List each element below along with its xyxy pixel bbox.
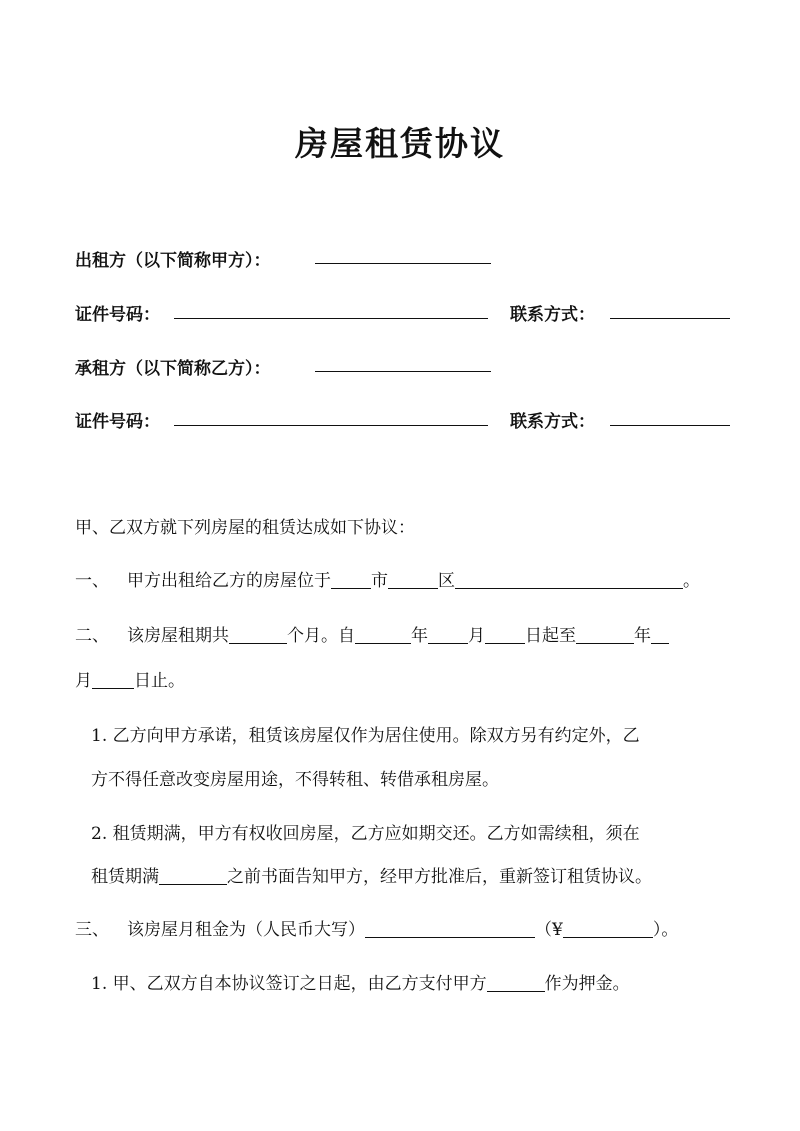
clause-3-number: 三、 <box>75 920 109 940</box>
clause-3-item-1 <box>91 969 630 994</box>
clause-2-text-c: 年 <box>411 626 428 646</box>
rent-amount-blank <box>563 919 653 938</box>
clause-2-item-2-line-2 <box>91 862 652 887</box>
notice-period-blank <box>159 866 227 885</box>
lessee-contact-blank <box>610 425 730 426</box>
clause-3-text-b: （¥ <box>535 920 563 940</box>
clause-3-item-1-text-b: 作为押金。 <box>544 974 630 994</box>
clause-2-text-e: 日起至 <box>525 626 576 646</box>
intro-text: 甲、乙双方就下列房屋的租赁达成如下协议： <box>75 518 415 538</box>
clause-2-text-b: 个月。自 <box>287 626 355 646</box>
clause-2-text-h: 日止。 <box>134 671 185 691</box>
clause-2-item-2-text-a: 租赁期满 <box>91 867 159 887</box>
deposit-blank <box>487 973 545 992</box>
clause-3-text-c: ）。 <box>652 920 679 940</box>
clause-1-text-a: 甲方出租给乙方的房屋位于 <box>127 571 331 591</box>
lessee-id-blank <box>174 425 488 426</box>
start-day-blank <box>485 625 525 644</box>
clause-2-text-d: 月 <box>468 626 485 646</box>
document-title: 房屋租赁协议 <box>295 124 505 163</box>
clause-2-item-2-text-b: 之前书面告知甲方，经甲方批准后，重新签订租赁协议。 <box>227 867 652 887</box>
clause-1-text-d: 。 <box>683 571 700 591</box>
start-month-blank <box>428 625 468 644</box>
lessee-id-label: 证件号码： <box>75 412 160 432</box>
rent-words-blank <box>365 919 535 938</box>
lessee-contact-label: 联系方式： <box>510 412 595 432</box>
clause-2-text-g: 月 <box>75 671 92 691</box>
clause-2-item-2-line-1: 2. 租赁期满，甲方有权收回房屋，乙方应如期交还。乙方如需续租，须在 <box>91 824 640 844</box>
lessee-label: 承租方（以下简称乙方）： <box>75 359 271 379</box>
clause-2-number: 二、 <box>75 626 109 646</box>
clause-3-item-1-text-a: 1. 甲、乙双方自本协议签订之日起，由乙方支付甲方 <box>91 974 487 994</box>
clause-1-text-b: 市 <box>371 571 388 591</box>
clause-2-line-2 <box>75 666 185 691</box>
address-blank <box>455 570 683 589</box>
clause-1 <box>75 566 700 591</box>
term-months-blank <box>229 625 287 644</box>
clause-3 <box>75 915 678 940</box>
clause-3-text-a: 该房屋月租金为（人民币大写） <box>127 920 365 940</box>
lessor-id-label: 证件号码： <box>75 305 160 325</box>
clause-1-text-c: 区 <box>438 571 455 591</box>
lessor-contact-blank <box>610 318 730 319</box>
end-day-blank <box>92 670 134 689</box>
end-month-blank-start <box>651 625 669 644</box>
clause-2-text-a: 该房屋租期共 <box>127 626 229 646</box>
clause-2-line-1 <box>75 621 669 646</box>
clause-2-item-1-line-2: 方不得任意改变房屋用途，不得转租、转借承租房屋。 <box>91 770 499 790</box>
lessor-label: 出租方（以下简称甲方）： <box>75 251 271 271</box>
lessee-name-blank <box>315 371 491 372</box>
city-blank <box>331 570 371 589</box>
end-year-blank <box>576 625 634 644</box>
start-year-blank <box>355 625 411 644</box>
district-blank <box>388 570 438 589</box>
clause-2-item-1-line-1: 1. 乙方向甲方承诺，租赁该房屋仅作为居住使用。除双方另有约定外，乙 <box>91 726 640 746</box>
lessor-name-blank <box>315 263 491 264</box>
clause-1-number: 一、 <box>75 571 109 591</box>
lessor-id-blank <box>174 318 488 319</box>
lessor-contact-label: 联系方式： <box>510 305 595 325</box>
clause-2-text-f: 年 <box>634 626 651 646</box>
